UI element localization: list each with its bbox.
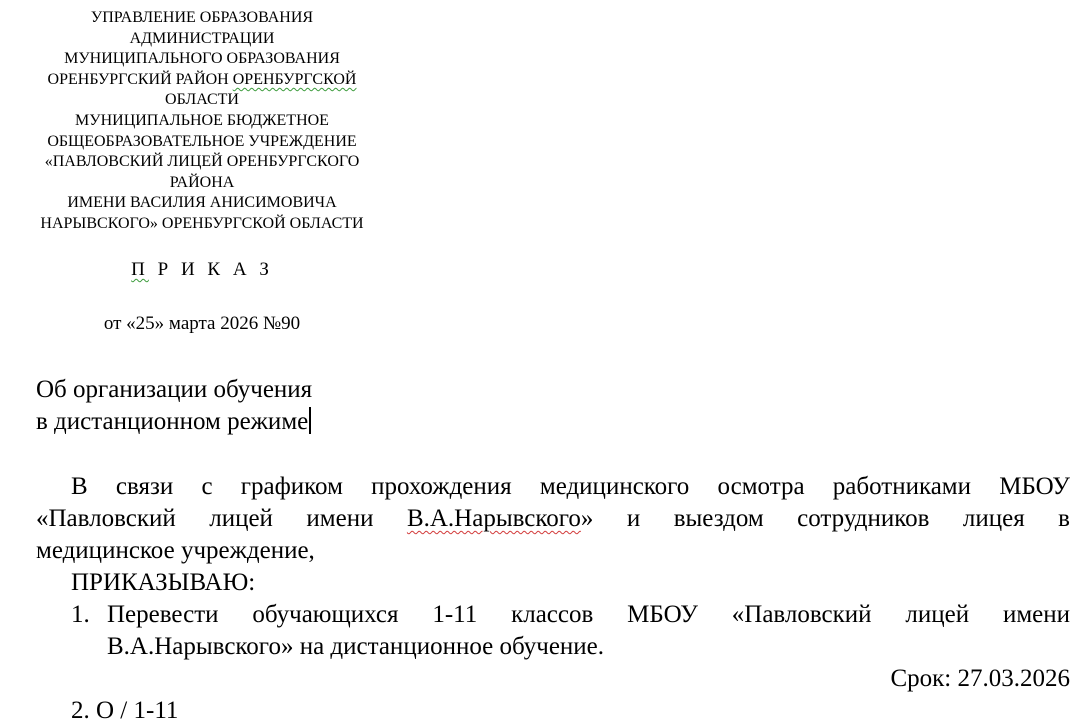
header-line: «ПАВЛОВСКИЙ ЛИЦЕЙ ОРЕНБУРГСКОГО [44, 153, 360, 171]
list-item-partial[interactable]: 2. О / 1-11 [71, 697, 179, 724]
paragraph-line[interactable]: В связи с графиком прохождения медицинского осмотра работниками МБОУ [71, 473, 1070, 500]
list-item-line[interactable]: Перевести обучающихся 1-11 классов МБОУ «Павловский лицей имени [107, 601, 1070, 628]
subject-line-1[interactable]: Об организации обучения [36, 376, 313, 403]
header-line: ИМЕНИ ВАСИЛИЯ АНИСИМОВИЧА [67, 194, 337, 212]
subject-line-2-text[interactable]: в дистанционном режиме [36, 408, 309, 435]
header-line: ОБЩЕОБРАЗОВАТЕЛЬНОЕ УЧРЕЖДЕНИЕ [47, 132, 357, 150]
header-line: УПРАВЛЕНИЕ ОБРАЗОВАНИЯ [90, 9, 314, 26]
header-line: АДМИНИСТРАЦИИ [129, 29, 275, 47]
header-line: ОБЛАСТИ [165, 91, 239, 109]
subject-line-2[interactable] [36, 406, 312, 438]
text-cursor [309, 407, 311, 434]
header-line-text: ОРЕНБУРГСКИЙ РАЙОН [47, 70, 233, 88]
spellcheck-flagged-name[interactable]: В.А.Нарывского [406, 505, 581, 532]
paragraph-text[interactable]: » и выездом сотрудников лицея в [580, 505, 1070, 532]
header-line: НАРЫВСКОГО» ОРЕНБУРГСКОЙ ОБЛАСТИ [40, 214, 364, 232]
list-item-line[interactable]: В.А.Нарывского» на дистанционное обучение. [107, 633, 605, 660]
order-date: от «25» марта 2026 №90 [103, 313, 301, 334]
organization-header [14, 8, 390, 235]
header-line: РАЙОНА [169, 173, 235, 191]
header-line [14, 70, 390, 91]
order-keyword[interactable]: ПРИКАЗЫВАЮ: [71, 569, 256, 596]
order-body[interactable] [36, 471, 1070, 724]
order-title [14, 259, 390, 281]
paragraph-line[interactable] [36, 503, 1070, 535]
order-title-rest: Р И К А З [148, 259, 273, 280]
paragraph-text[interactable]: «Павловский лицей имени [36, 505, 407, 532]
deadline-text[interactable]: Срок: 27.03.2026 [890, 665, 1070, 692]
paragraph-line[interactable]: медицинское учреждение, [36, 537, 315, 564]
list-item-number: 1. [71, 601, 90, 628]
order-subject[interactable] [36, 374, 312, 438]
header-line: МУНИЦИПАЛЬНОГО ОБРАЗОВАНИЯ [64, 50, 340, 68]
list-item[interactable] [36, 599, 1070, 663]
header-line: МУНИЦИПАЛЬНОЕ БЮДЖЕТНОЕ [75, 111, 329, 129]
order-title-first-letter: П [131, 259, 149, 280]
spellcheck-flagged-word: ОРЕНБУРГСКОЙ [232, 70, 357, 88]
